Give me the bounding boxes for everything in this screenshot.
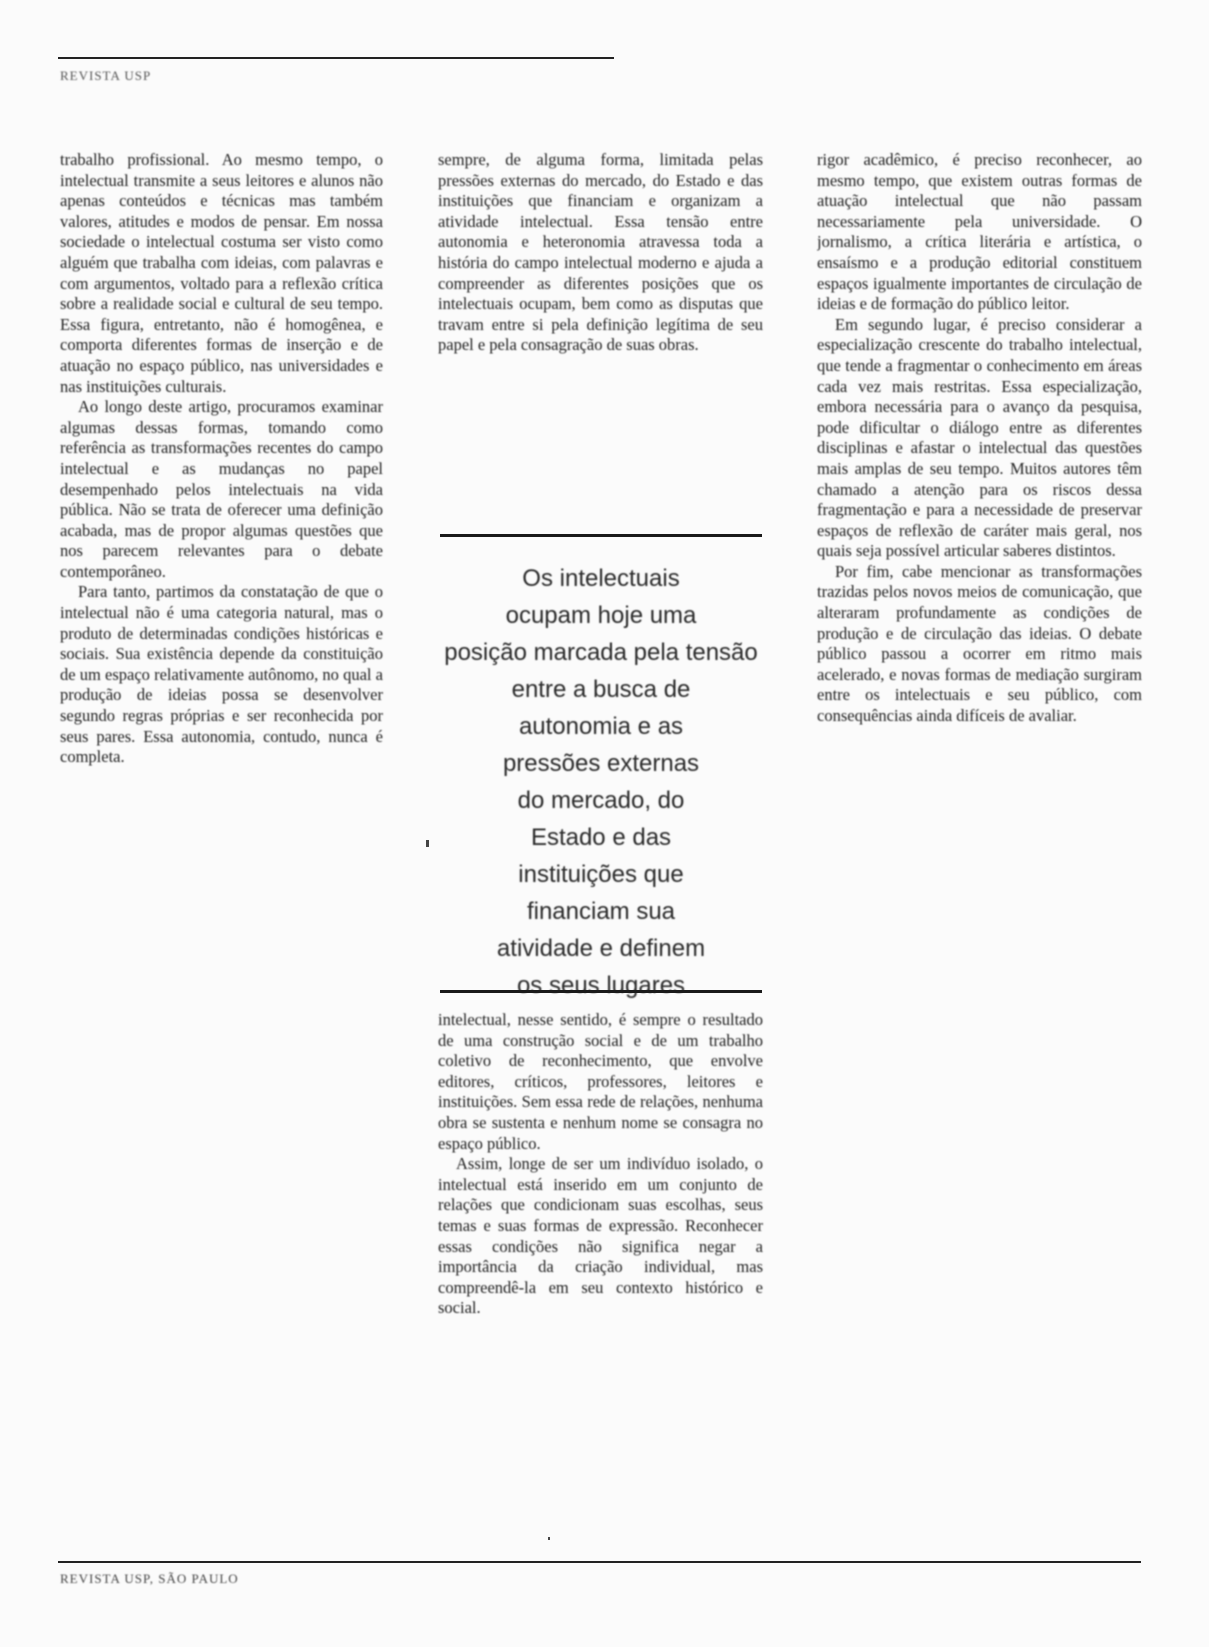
header-rule (58, 57, 614, 59)
pullquote-line: Estado e das (530, 824, 672, 851)
pullquote-line: autonomia e as (518, 713, 684, 740)
pullquote-rule-top (440, 534, 762, 537)
paragraph: intelectual, nesse sentido, é sempre o resultado de uma construção social e de um trabalho coletivo de reconhecimento, que envolve editores, críticos, professores, leitores e instituições. Sem essa rede de relações, nenhuma obra se sustenta e nenhum nome se consagra no espaço público. (438, 1010, 763, 1153)
paragraph: Assim, longe de ser um indivíduo isolado, o intelectual está inserido em um conjunto de relações que condicionam suas escolhas, seus temas e suas formas de expressão. Reconhecer essas condições não significa negar a importância da criação individual, mas compreendê-la em seu contexto histórico e social. (438, 1154, 763, 1318)
page-footer: REVISTA USP, SÃO PAULO (60, 1571, 239, 1586)
paragraph: Para tanto, partimos da constatação de que o intelectual não é uma categoria natural, mas o produto de determinadas condições históricas e sociais. Sua existência depende da constituição de um espaço relativamente autônomo, no qual a produção de ideias possa se desenvolver segundo regras próprias e ser reconhecida por seus pares. Essa autonomia, contudo, nunca é completa. (60, 582, 383, 767)
pullquote-line: Os intelectuais (522, 565, 680, 592)
pullquote (440, 560, 762, 999)
pullquote-line: ocupam hoje uma (505, 602, 697, 629)
pullquote-line: entre a busca de (511, 676, 691, 703)
scan-speck (426, 840, 429, 847)
paragraph: trabalho profissional. Ao mesmo tempo, o intelectual transmite a seus leitores e alunos não apenas conteúdos e técnicas mas também valores, atitudes e modos de pensar. Em nossa sociedade o intelectual costuma ser visto como alguém que trabalha com ideias, com palavras e com argumentos, voltado para a reflexão crítica sobre a realidade social e cultural de seu tempo. Essa figura, entretanto, não é homogênea, e comporta diferentes formas de inserção e de atuação no espaço público, nas universidades e nas instituições culturais. (60, 150, 383, 396)
scan-speck (548, 1537, 550, 1540)
pullquote-rule-bottom (440, 990, 762, 993)
pullquote-line: do mercado, do (517, 787, 685, 814)
body-column-middle-top (438, 150, 763, 510)
pullquote-line: os seus lugares (516, 972, 686, 999)
paragraph: Ao longo deste artigo, procuramos examinar algumas dessas formas, tomando como referência as transformações recentes do campo intelectual e as mudanças no papel desempenhado pelos intelectuais na vida pública. Não se trata de oferecer uma definição acabada, mas de propor algumas questões que nos parecem relevantes para o debate contemporâneo. (60, 397, 383, 581)
pullquote-line: pressões externas (502, 750, 700, 777)
body-column-left (60, 150, 383, 1530)
running-head: REVISTA USP (60, 68, 152, 83)
body-column-middle-bottom (438, 1010, 763, 1530)
paragraph: Por fim, cabe mencionar as transformações trazidas pelos novos meios de comunicação, que alteraram profundamente as condições de produção e de circulação das ideias. O debate público passou a ocorrer em ritmo mais acelerado, e novas formas de mediação surgiram entre os intelectuais e seu público, com consequências ainda difíceis de avaliar. (817, 561, 1142, 726)
pullquote-line: financiam sua (526, 898, 676, 925)
pullquote-line: posição marcada pela tensão (444, 639, 758, 666)
paragraph: rigor acadêmico, é preciso reconhecer, ao mesmo tempo, que existem outras formas de atuação intelectual que não passam necessariamente pela universidade. O jornalismo, a crítica literária e artística, o ensaísmo e a produção editorial constituem espaços igualmente importantes de circulação de ideias e de formação do público leitor. (817, 150, 1142, 314)
pullquote-line: atividade e definem (496, 935, 706, 962)
footer-rule (58, 1561, 1141, 1563)
paragraph: sempre, de alguma forma, limitada pelas pressões externas do mercado, do Estado e das instituições que financiam e organizam a atividade intelectual. Essa tensão entre autonomia e heteronomia atravessa toda a história do campo intelectual moderno e ajuda a compreender as diferentes posições que os intelectuais ocupam, bem como as disputas que travam entre si pela definição legítima de seu papel e pela consagração de suas obras. (438, 150, 763, 355)
paragraph: Em segundo lugar, é preciso considerar a especialização crescente do trabalho intelectual, que tende a fragmentar o conhecimento em áreas cada vez mais restritas. Essa especialização, embora necessária para o avanço da pesquisa, pode dificultar o diálogo entre as diferentes disciplinas e afastar o intelectual das questões mais amplas de seu tempo. Muitos autores têm chamado a atenção para os riscos dessa fragmentação e para a necessidade de preservar espaços de reflexão de caráter mais geral, nos quais seja possível articular saberes distintos. (817, 314, 1142, 561)
pullquote-line: instituições que (518, 861, 684, 888)
body-column-right (817, 150, 1142, 1530)
